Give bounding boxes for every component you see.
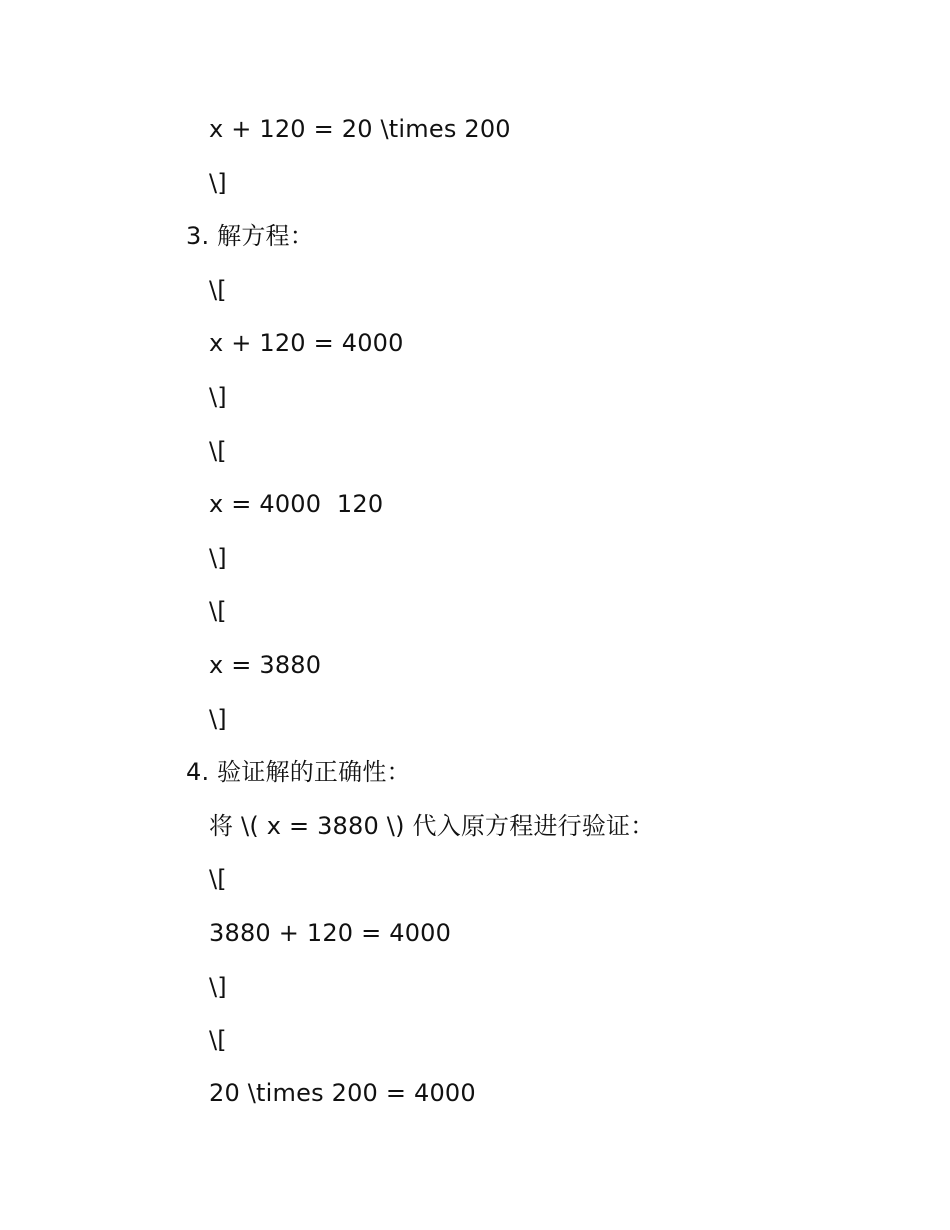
math-delimiter-close: \] xyxy=(209,544,227,572)
equation-line: x = 4000 120 xyxy=(209,490,384,518)
math-delimiter-open: \[ xyxy=(209,276,227,304)
step-heading: 3. 解方程： xyxy=(186,222,314,250)
math-delimiter-close: \] xyxy=(209,383,227,411)
math-delimiter-close: \] xyxy=(209,973,227,1001)
equation-line: 3880 + 120 = 4000 xyxy=(209,919,452,947)
math-delimiter-close: \] xyxy=(209,169,227,197)
equation-line: x + 120 = 4000 xyxy=(209,329,404,357)
equation-line: x + 120 = 20 \times 200 xyxy=(209,115,511,143)
math-delimiter-open: \[ xyxy=(209,597,227,625)
math-delimiter-open: \[ xyxy=(209,1026,227,1054)
equation-line: 20 \times 200 = 4000 xyxy=(209,1079,476,1107)
step-heading: 4. 验证解的正确性： xyxy=(186,758,411,786)
math-delimiter-close: \] xyxy=(209,705,227,733)
body-text: 将 \( x = 3880 \) 代入原方程进行验证： xyxy=(209,812,655,840)
math-delimiter-open: \[ xyxy=(209,437,227,465)
equation-line: x = 3880 xyxy=(209,651,322,679)
math-delimiter-open: \[ xyxy=(209,865,227,893)
